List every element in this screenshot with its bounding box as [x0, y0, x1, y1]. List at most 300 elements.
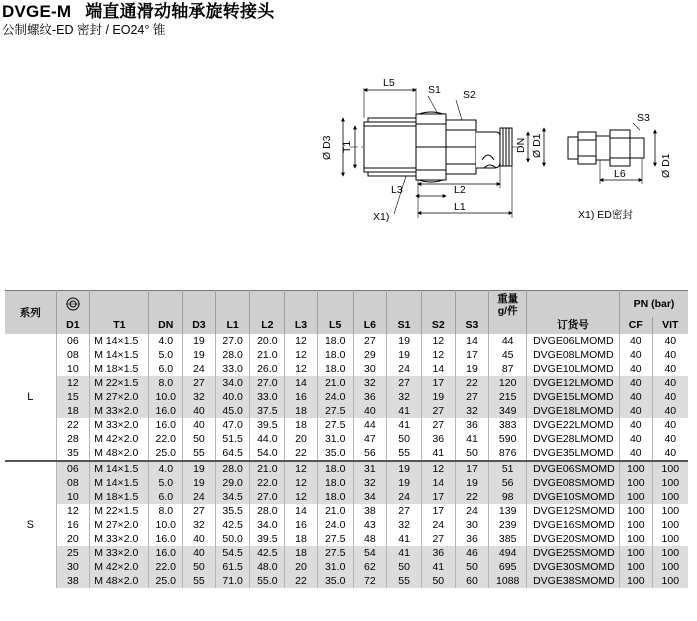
table-row [5, 404, 688, 418]
table-cell: 06 [56, 461, 90, 476]
table-cell: 22.0 [149, 432, 183, 446]
table-cell: 33.0 [250, 390, 285, 404]
table-cell: 20 [285, 432, 318, 446]
table-cell: 19 [421, 390, 455, 404]
table-cell: 19 [183, 334, 216, 348]
table-cell: 19 [455, 476, 489, 490]
table-cell: 27.0 [215, 334, 250, 348]
table-cell: 18.0 [317, 348, 353, 362]
table-cell: 40 [619, 348, 652, 362]
table-cell: 55 [387, 446, 422, 461]
table-cell: 40 [353, 404, 387, 418]
table-cell: 45 [489, 348, 527, 362]
table-cell: 40 [652, 418, 688, 432]
table-cell: 45.0 [215, 404, 250, 418]
table-cell: 54.0 [250, 446, 285, 461]
table-cell: DVGE22LMOMD [527, 418, 620, 432]
table-cell: 17 [421, 504, 455, 518]
table-cell: 100 [652, 574, 688, 588]
table-cell: 10 [56, 490, 90, 504]
table-cell: 100 [652, 518, 688, 532]
table-cell: 40 [652, 404, 688, 418]
table-cell: 34.0 [250, 518, 285, 532]
table-cell: 16.0 [149, 546, 183, 560]
table-cell: 14 [421, 362, 455, 376]
table-row [5, 334, 688, 348]
table-cell: 18 [285, 404, 318, 418]
table-cell: 100 [652, 490, 688, 504]
table-cell: 27 [387, 504, 422, 518]
table-cell: 32 [183, 518, 216, 532]
table-cell: 100 [619, 532, 652, 546]
table-cell: 29.0 [215, 476, 250, 490]
table-cell: 60 [455, 574, 489, 588]
label-s3: S3 [637, 112, 650, 124]
table-cell: 35.0 [317, 574, 353, 588]
table-cell: M 27×2.0 [90, 390, 149, 404]
col-cf: CF [619, 317, 652, 334]
table-cell: 22.0 [149, 560, 183, 574]
table-cell: 239 [489, 518, 527, 532]
label-l6: L6 [614, 168, 626, 180]
table-cell: M 18×1.5 [90, 362, 149, 376]
table-cell: 56 [489, 476, 527, 490]
table-cell: 12 [56, 504, 90, 518]
table-cell: 100 [619, 546, 652, 560]
table-cell: 14 [421, 476, 455, 490]
table-cell: 494 [489, 546, 527, 560]
table-cell: 27.0 [250, 490, 285, 504]
table-cell: 16 [285, 390, 318, 404]
table-cell: 50 [387, 432, 422, 446]
table-cell: 41 [421, 560, 455, 574]
table-cell: M 22×1.5 [90, 504, 149, 518]
table-row [5, 490, 688, 504]
table-cell: 590 [489, 432, 527, 446]
table-cell: 51 [489, 461, 527, 476]
table-cell: 34.5 [215, 490, 250, 504]
table-cell: M 14×1.5 [90, 334, 149, 348]
table-cell: M 14×1.5 [90, 461, 149, 476]
table-cell: 43 [353, 518, 387, 532]
table-cell: DVGE18LMOMD [527, 404, 620, 418]
col-d3: D3 [183, 317, 216, 334]
table-cell: 100 [619, 560, 652, 574]
table-cell: M 14×1.5 [90, 476, 149, 490]
table-cell: M 48×2.0 [90, 446, 149, 461]
table-cell: 22 [455, 490, 489, 504]
table-cell: 695 [489, 560, 527, 574]
table-cell: 41 [455, 432, 489, 446]
table-cell: 40 [619, 418, 652, 432]
label-l2: L2 [454, 184, 466, 196]
table-cell: 385 [489, 532, 527, 546]
table-cell: 42.5 [215, 518, 250, 532]
table-cell: 22.0 [250, 476, 285, 490]
table-cell: 215 [489, 390, 527, 404]
col-t1: T1 [90, 317, 149, 334]
table-cell: 25 [56, 546, 90, 560]
table-cell: 36 [353, 390, 387, 404]
table-cell: 22 [56, 418, 90, 432]
col-l6: L6 [353, 317, 387, 334]
table-cell: 50 [455, 446, 489, 461]
table-row [5, 348, 688, 362]
table-cell: 14 [285, 504, 318, 518]
title-code: DVGE-M [2, 2, 72, 21]
table-cell: 17 [421, 376, 455, 390]
table-cell: 31.0 [317, 432, 353, 446]
table-cell: 35.0 [317, 446, 353, 461]
table-cell: 32 [387, 390, 422, 404]
table-cell: 62 [353, 560, 387, 574]
title-name: 端直通滑动轴承旋转接头 [85, 2, 275, 21]
table-cell: 27 [421, 404, 455, 418]
table-cell: 16 [56, 518, 90, 532]
table-cell: 47.0 [215, 418, 250, 432]
table-cell: DVGE12SMOMD [527, 504, 620, 518]
col-s2: S2 [421, 317, 455, 334]
table-cell: 27.5 [317, 546, 353, 560]
table-cell: 55 [183, 574, 216, 588]
table-row [5, 574, 688, 588]
table-cell: 4.0 [149, 334, 183, 348]
table-cell: 100 [652, 532, 688, 546]
table-cell: 1088 [489, 574, 527, 588]
table-cell: 30 [56, 560, 90, 574]
col-s1: S1 [387, 317, 422, 334]
table-cell: 41 [387, 418, 422, 432]
table-cell: 100 [619, 490, 652, 504]
table-cell: 50 [183, 560, 216, 574]
table-cell: M 14×1.5 [90, 348, 149, 362]
table-cell: 32 [183, 390, 216, 404]
footnote: X1) ED密封 [578, 209, 633, 221]
table-cell: 51.5 [215, 432, 250, 446]
table-cell: 27 [421, 532, 455, 546]
table-cell: DVGE38SMOMD [527, 574, 620, 588]
table-cell: DVGE20SMOMD [527, 532, 620, 546]
table-cell: 5.0 [149, 476, 183, 490]
table-cell: 27.5 [317, 418, 353, 432]
table-cell: 349 [489, 404, 527, 418]
table-cell: 39.5 [250, 532, 285, 546]
table-cell: 30 [455, 518, 489, 532]
table-cell: 100 [619, 518, 652, 532]
table-cell: 19 [183, 476, 216, 490]
table-cell: 18 [285, 532, 318, 546]
table-row [5, 376, 688, 390]
table-cell: 12 [421, 334, 455, 348]
table-cell: 37.5 [250, 404, 285, 418]
table-cell: 28.0 [215, 461, 250, 476]
table-cell: 40 [619, 446, 652, 461]
table-cell: 40 [183, 532, 216, 546]
table-cell: 26.0 [250, 362, 285, 376]
table-cell: 8.0 [149, 504, 183, 518]
table-cell: DVGE06LMOMD [527, 334, 620, 348]
label-dn: DN [515, 137, 527, 153]
label-l3: L3 [391, 184, 403, 196]
table-row [5, 461, 688, 476]
table-cell: 40 [183, 404, 216, 418]
table-cell: 18 [56, 404, 90, 418]
table-cell: 12 [285, 490, 318, 504]
label-l1: L1 [454, 201, 466, 213]
table-cell: 24.0 [317, 518, 353, 532]
table-row [5, 432, 688, 446]
table-cell: 876 [489, 446, 527, 461]
table-cell: 40 [619, 362, 652, 376]
table-cell: 8.0 [149, 376, 183, 390]
table-cell: 40 [619, 376, 652, 390]
table-cell: 54 [353, 546, 387, 560]
table-cell: 14 [455, 334, 489, 348]
table-cell: M 48×2.0 [90, 574, 149, 588]
table-cell: 19 [455, 362, 489, 376]
table-cell: 34 [353, 490, 387, 504]
label-x1: X1) [373, 211, 390, 223]
spec-table [5, 290, 688, 588]
table-cell: 17 [455, 348, 489, 362]
table-cell: M 27×2.0 [90, 518, 149, 532]
table-cell: 40 [652, 446, 688, 461]
table-cell: 5.0 [149, 348, 183, 362]
table-cell: 34.0 [215, 376, 250, 390]
table-cell: M 22×1.5 [90, 376, 149, 390]
table-cell: 21.0 [317, 504, 353, 518]
col-weight: 重量 g/件 [489, 291, 527, 318]
series-label: L [5, 334, 56, 461]
table-cell: 40 [652, 362, 688, 376]
table-cell: 10.0 [149, 390, 183, 404]
table-cell: 08 [56, 476, 90, 490]
table-cell: 28.0 [250, 504, 285, 518]
label-d3: Ø D3 [321, 135, 333, 160]
table-cell: 22 [285, 574, 318, 588]
table-cell: 10.0 [149, 518, 183, 532]
table-cell: 38 [56, 574, 90, 588]
table-cell: 50 [421, 574, 455, 588]
table-cell: 100 [652, 461, 688, 476]
table-cell: 12 [285, 348, 318, 362]
table-cell: 10 [56, 362, 90, 376]
table-cell: 100 [652, 546, 688, 560]
col-l5: L5 [317, 317, 353, 334]
table-cell: 100 [619, 574, 652, 588]
table-cell: 139 [489, 504, 527, 518]
technical-drawing [0, 0, 697, 230]
table-cell: DVGE28LMOMD [527, 432, 620, 446]
table-cell: 32 [455, 404, 489, 418]
table-cell: 48.0 [250, 560, 285, 574]
table-cell: 100 [652, 504, 688, 518]
table-cell: 41 [387, 404, 422, 418]
label-l5: L5 [383, 77, 395, 89]
table-cell: 12 [56, 376, 90, 390]
table-cell: 40 [652, 348, 688, 362]
table-cell: 20 [285, 560, 318, 574]
table-cell: DVGE08LMOMD [527, 348, 620, 362]
table-row [5, 362, 688, 376]
table-cell: 6.0 [149, 490, 183, 504]
table-cell: 06 [56, 334, 90, 348]
table-row [5, 390, 688, 404]
table-cell: 18 [285, 546, 318, 560]
table-cell: M 33×2.0 [90, 546, 149, 560]
table-cell: 40 [619, 432, 652, 446]
table-cell: 41 [387, 532, 422, 546]
label-d1-a: Ø D1 [531, 133, 543, 158]
table-cell: 27 [183, 504, 216, 518]
table-cell: 16 [285, 518, 318, 532]
table-cell: 44 [353, 418, 387, 432]
table-cell: M 42×2.0 [90, 432, 149, 446]
table-cell: 27 [455, 390, 489, 404]
col-s3: S3 [455, 317, 489, 334]
table-cell: 16.0 [149, 418, 183, 432]
table-cell: 50 [455, 560, 489, 574]
col-order: 订货号 [527, 317, 620, 334]
table-cell: 22 [285, 446, 318, 461]
table-cell: 27 [421, 418, 455, 432]
table-cell: 55.0 [250, 574, 285, 588]
table-cell: 4.0 [149, 461, 183, 476]
table-cell: 15 [56, 390, 90, 404]
table-cell: 72 [353, 574, 387, 588]
table-cell: DVGE30SMOMD [527, 560, 620, 574]
table-cell: 61.5 [215, 560, 250, 574]
table-row [5, 476, 688, 490]
table-cell: M 42×2.0 [90, 560, 149, 574]
table-cell: 383 [489, 418, 527, 432]
table-cell: 29 [353, 348, 387, 362]
table-cell: 40.0 [215, 390, 250, 404]
table-cell: 50 [387, 560, 422, 574]
table-cell: 40 [619, 404, 652, 418]
table-cell: 17 [455, 461, 489, 476]
table-cell: 17 [421, 490, 455, 504]
table-row [5, 446, 688, 461]
table-cell: 18.0 [317, 362, 353, 376]
table-cell: 100 [619, 476, 652, 490]
table-cell: 19 [387, 461, 422, 476]
table-cell: 36 [421, 432, 455, 446]
header-row-2 [5, 317, 688, 334]
table-cell: 40 [652, 334, 688, 348]
table-cell: 40 [619, 390, 652, 404]
table-cell: 21.0 [250, 461, 285, 476]
col-l3: L3 [285, 317, 318, 334]
table-row [5, 504, 688, 518]
table-cell: 08 [56, 348, 90, 362]
col-d1: D1 [56, 317, 90, 334]
table-cell: 25.0 [149, 574, 183, 588]
spec-table-body [5, 334, 688, 588]
table-cell: 44 [489, 334, 527, 348]
table-cell: 55 [183, 446, 216, 461]
table-cell: DVGE15LMOMD [527, 390, 620, 404]
table-row [5, 518, 688, 532]
table-cell: 40 [183, 546, 216, 560]
table-cell: 19 [387, 476, 422, 490]
table-cell: 12 [285, 461, 318, 476]
table-cell: 31.0 [317, 560, 353, 574]
table-cell: 44.0 [250, 432, 285, 446]
table-cell: 18.0 [317, 490, 353, 504]
table-cell: 32 [387, 518, 422, 532]
table-cell: 36 [421, 546, 455, 560]
table-cell: 28.0 [215, 348, 250, 362]
table-cell: DVGE35LMOMD [527, 446, 620, 461]
col-l1: L1 [215, 317, 250, 334]
table-cell: M 33×2.0 [90, 404, 149, 418]
table-cell: 40 [652, 376, 688, 390]
table-cell: 100 [619, 461, 652, 476]
table-cell: 27.5 [317, 532, 353, 546]
table-cell: 71.0 [215, 574, 250, 588]
table-cell: 19 [183, 348, 216, 362]
table-cell: DVGE16SMOMD [527, 518, 620, 532]
table-cell: 54.5 [215, 546, 250, 560]
table-cell: 12 [285, 362, 318, 376]
table-row [5, 418, 688, 432]
label-t1: T1 [341, 140, 353, 153]
table-cell: 24.0 [317, 390, 353, 404]
table-cell: 25.0 [149, 446, 183, 461]
table-cell: 40 [183, 418, 216, 432]
table-cell: 16.0 [149, 532, 183, 546]
table-cell: 38 [353, 504, 387, 518]
d1-symbol-icon [56, 291, 90, 318]
label-d1-b: Ø D1 [660, 153, 672, 178]
table-cell: 30 [353, 362, 387, 376]
table-cell: 18.0 [317, 476, 353, 490]
table-cell: 19 [183, 461, 216, 476]
col-l2: L2 [250, 317, 285, 334]
table-cell: 55 [387, 574, 422, 588]
table-cell: 18 [285, 418, 318, 432]
table-cell: 12 [285, 476, 318, 490]
table-cell: M 33×2.0 [90, 532, 149, 546]
series-label: S [5, 461, 56, 588]
table-cell: 40 [619, 334, 652, 348]
table-cell: 56 [353, 446, 387, 461]
table-cell: 47 [353, 432, 387, 446]
table-cell: 24 [183, 362, 216, 376]
table-cell: 12 [285, 334, 318, 348]
table-cell: 36 [455, 418, 489, 432]
table-cell: 28 [56, 432, 90, 446]
table-cell: 19 [387, 348, 422, 362]
table-cell: 40 [652, 390, 688, 404]
table-cell: 31 [353, 461, 387, 476]
table-cell: 50 [183, 432, 216, 446]
table-cell: 41 [387, 546, 422, 560]
table-cell: 41 [421, 446, 455, 461]
table-cell: 12 [421, 461, 455, 476]
table-cell: 35.5 [215, 504, 250, 518]
table-cell: 14 [285, 376, 318, 390]
table-cell: 24 [387, 490, 422, 504]
table-cell: DVGE12LMOMD [527, 376, 620, 390]
table-cell: DVGE10SMOMD [527, 490, 620, 504]
table-cell: 21.0 [317, 376, 353, 390]
table-cell: 24 [455, 504, 489, 518]
table-cell: 120 [489, 376, 527, 390]
col-pn: PN (bar) [619, 291, 688, 318]
table-row [5, 560, 688, 574]
